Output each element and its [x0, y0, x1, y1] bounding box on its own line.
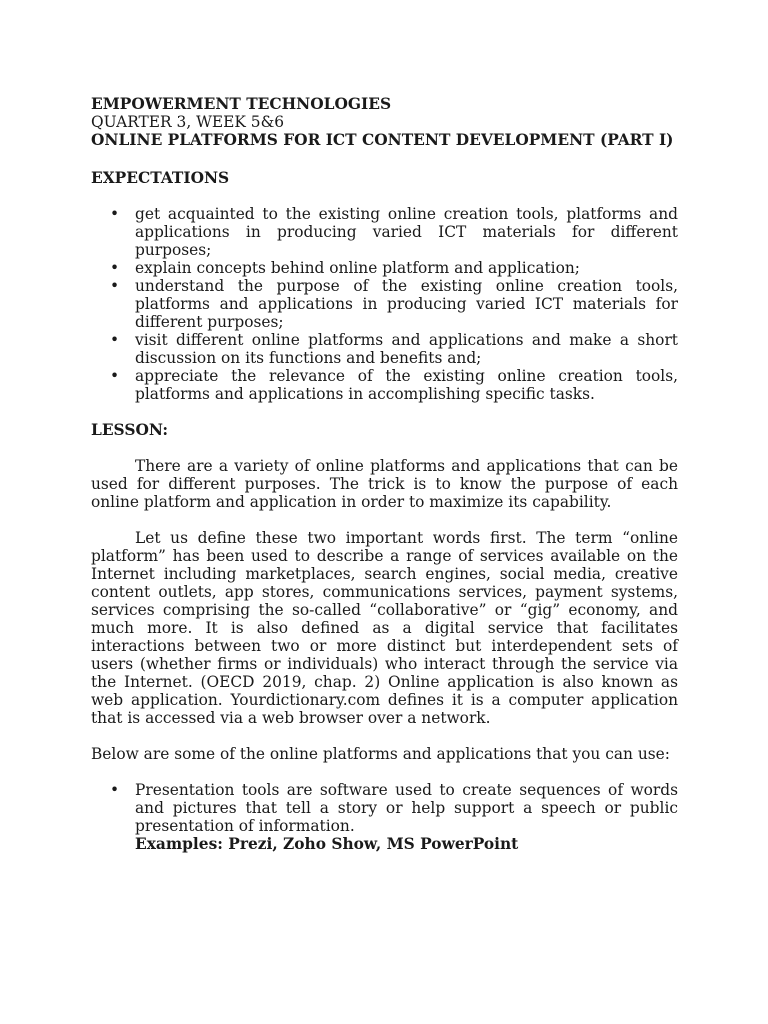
- bullet-icon: •: [110, 205, 120, 223]
- list-item: [91, 277, 678, 331]
- list-item: [91, 367, 678, 403]
- lesson-title: ONLINE PLATFORMS FOR ICT CONTENT DEVELOPMENT (PART I): [91, 131, 674, 149]
- lesson-paragraph-list-intro: Below are some of the online platforms and applications that you can use:: [91, 745, 670, 763]
- list-item-text: explain concepts behind online platform and application;: [135, 259, 580, 277]
- list-item: [91, 205, 678, 259]
- list-item: [91, 781, 678, 853]
- list-item-text: visit different online platforms and applications and make a short discussion on its functions and benefits and;: [135, 331, 678, 367]
- quarter-week: QUARTER 3, WEEK 5&6: [91, 113, 285, 131]
- list-item-text: appreciate the relevance of the existing online creation tools, platforms and applications in accomplishing specific tasks.: [135, 367, 678, 403]
- bullet-icon: •: [110, 277, 120, 295]
- lesson-paragraph-intro: There are a variety of online platforms and applications that can be used for different purposes. The trick is to know the purpose of each online platform and application in order to maximize its capability.: [91, 457, 678, 511]
- list-item-text: get acquainted to the existing online creation tools, platforms and applications in producing varied ICT materials for different purposes;: [135, 205, 678, 259]
- bullet-icon: •: [110, 781, 120, 799]
- tool-description: Presentation tools are software used to create sequences of words and pictures that tell a story or help support a speech or public presentation of information.: [135, 781, 678, 835]
- document-page: [91, 95, 678, 853]
- tools-list: [91, 781, 678, 853]
- bullet-icon: •: [110, 367, 120, 385]
- list-item: [91, 331, 678, 367]
- bullet-icon: •: [110, 259, 120, 277]
- lesson-heading: LESSON:: [91, 421, 169, 439]
- list-item-text: understand the purpose of the existing online creation tools, platforms and applications in producing varied ICT materials for different purposes;: [135, 277, 678, 331]
- expectations-list: [91, 205, 678, 403]
- tool-examples: Examples: Prezi, Zoho Show, MS PowerPoint: [135, 835, 519, 853]
- list-item: [91, 259, 678, 277]
- bullet-icon: •: [110, 331, 120, 349]
- lesson-paragraph-definitions: Let us define these two important words first. The term “online platform” has been used to describe a range of services available on the Internet including marketplaces, search engines, social media, creative content outlets, app stores, communications services, payment systems, services comprising the so-called “collaborative” or “gig” economy, and much more. It is also defined as a digital service that facilitates interactions between two or more distinct but interdependent sets of users (whether firms or individuals) who interact through the service via the Internet. (OECD 2019, chap. 2) Online application is also known as web application. Yourdictionary.com defines it is a computer application that is accessed via a web browser over a network.: [91, 529, 678, 727]
- expectations-heading: EXPECTATIONS: [91, 169, 230, 187]
- subject-title: EMPOWERMENT TECHNOLOGIES: [91, 95, 392, 113]
